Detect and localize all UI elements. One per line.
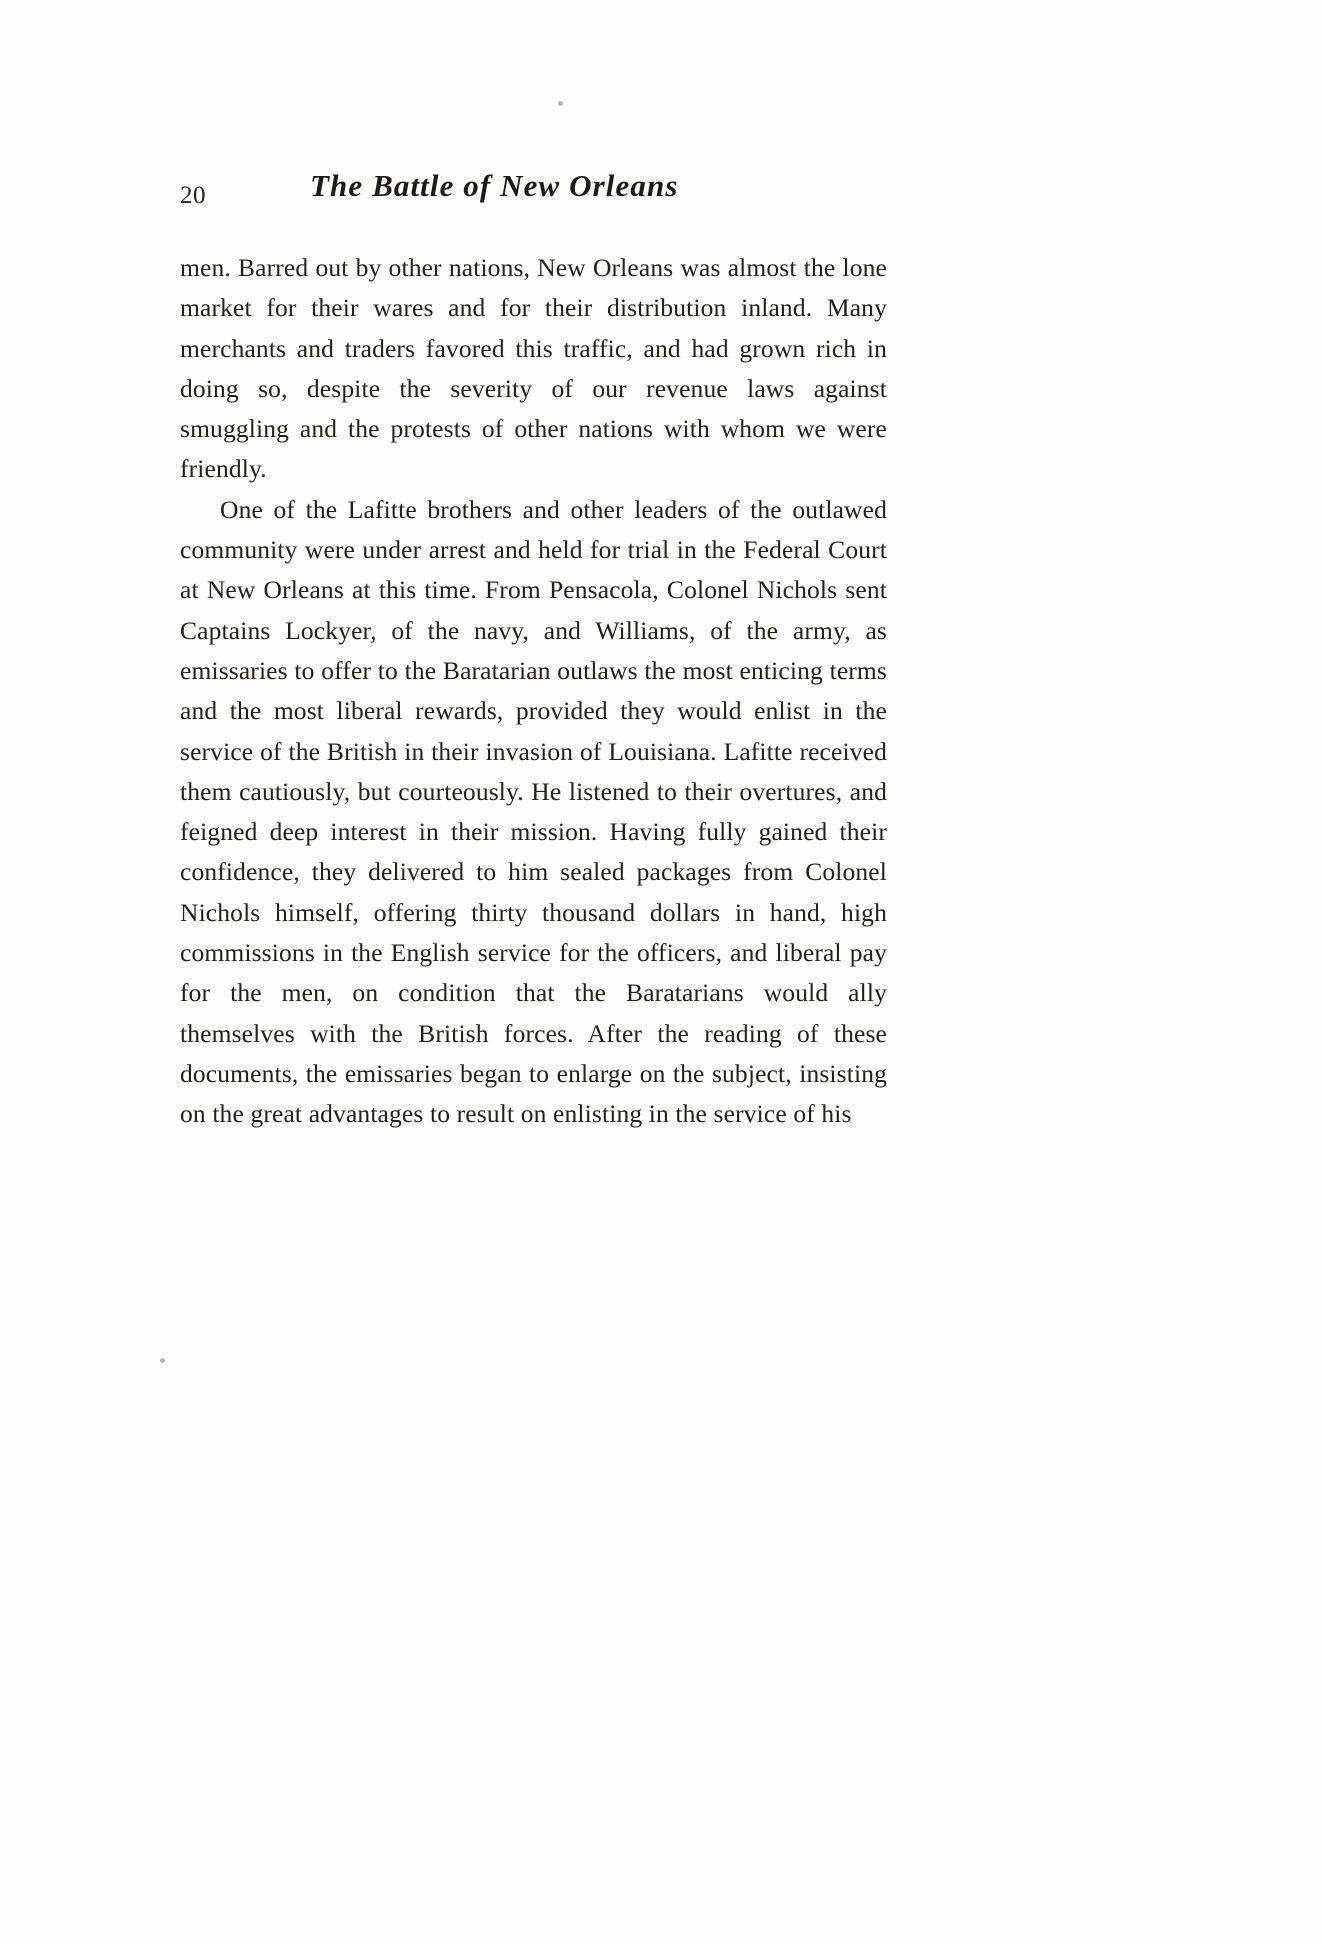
body-text <box>180 248 887 1135</box>
running-title: The Battle of New Orleans <box>310 168 679 203</box>
paragraph: One of the Lafitte brothers and other leaders of the outlawed community were under arrest and held for trial in the Federal Court at New Orleans at this time. From Pensacola, Colonel Nichols sent Captains Lockyer, of the navy, and Williams, of the army, as emissaries to offer to the Baratarian outlaws the most enticing terms and the most liberal rewards, provided they would enlist in the service of the British in their invasion of Louisiana. Lafitte received them cautiously, but courteously. He listened to their overtures, and feigned deep interest in their mission. Having fully gained their confidence, they delivered to him sealed packages from Colonel Nichols himself, offering thirty thousand dollars in hand, high commissions in the English service for the officers, and liberal pay for the men, on condition that the Baratarians would ally themselves with the British forces. After the reading of these documents, the emissaries began to enlarge on the subject, insisting on the great advantages to result on enlisting in the service of his <box>180 494 887 1129</box>
page-header <box>180 168 890 212</box>
paragraph: men. Barred out by other nations, New Orleans was almost the lone market for their wares and for their distribution inland. Many merchants and traders favored this traffic, and had grown rich in doing so, despite the severity of our revenue laws against smuggling and the protests of other nations with whom we were friendly. <box>180 253 887 484</box>
page-number: 20 <box>180 182 206 209</box>
scan-speck-bottom <box>160 1358 165 1363</box>
scan-speck-top <box>558 101 563 106</box>
